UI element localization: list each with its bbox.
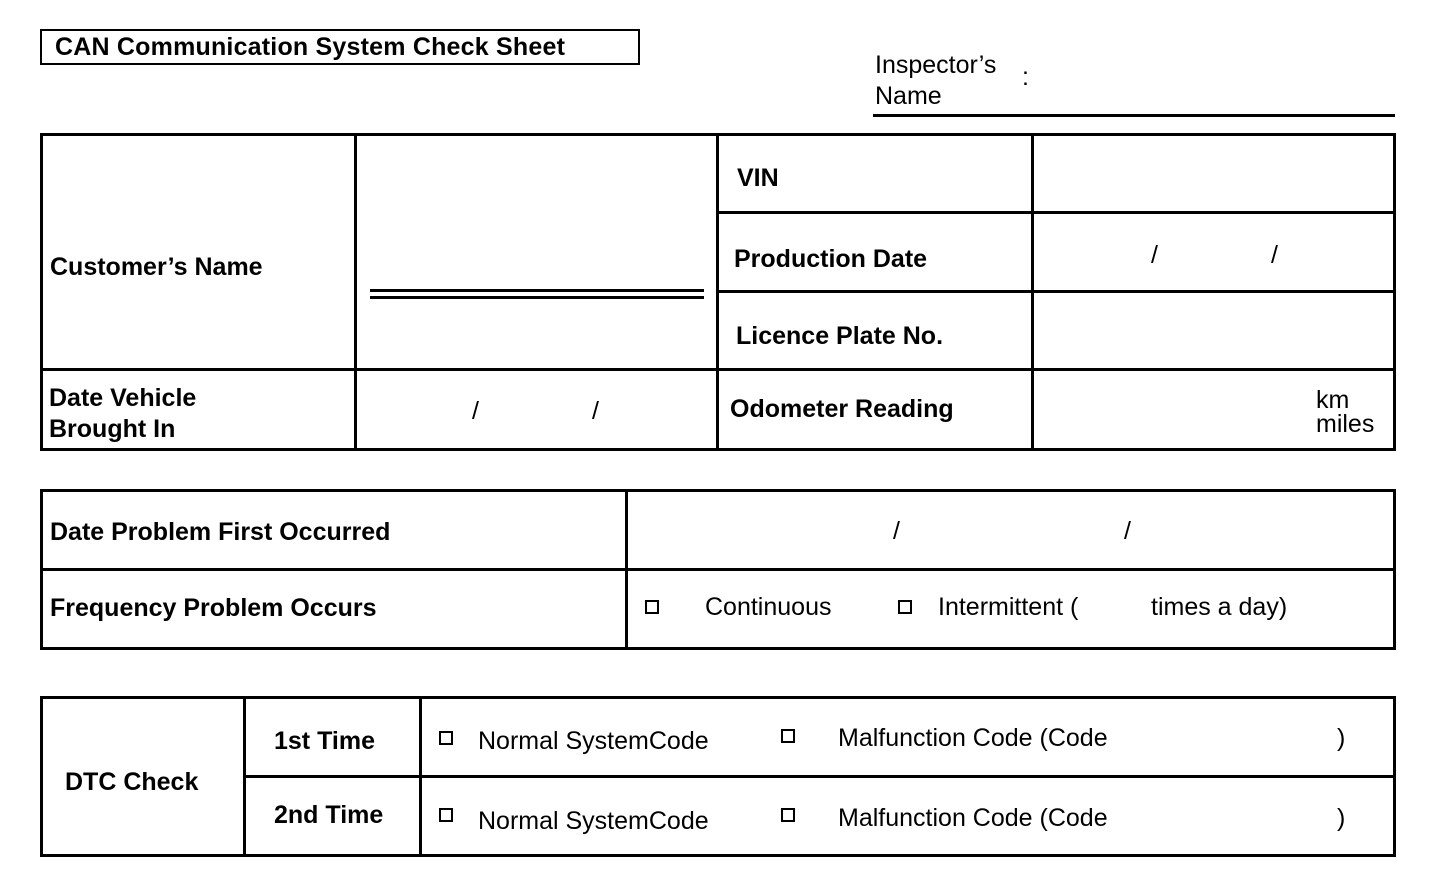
malfunction-code-label: Malfunction Code (Code — [838, 724, 1108, 752]
odometer-unit-km: km — [1316, 386, 1350, 414]
inspector-name-field[interactable] — [873, 114, 1395, 117]
divider — [40, 568, 1396, 571]
customer-name-label: Customer’s Name — [50, 253, 263, 281]
licence-plate-field[interactable] — [1036, 295, 1392, 367]
customer-name-field-line[interactable] — [370, 289, 704, 292]
dtc-check-label: DTC Check — [65, 768, 199, 796]
first-time-label: 1st Time — [274, 727, 375, 755]
inspector-label-line2: Name — [875, 82, 942, 110]
normal-code-label: Normal SystemCode — [478, 727, 709, 755]
date-first-occurred-sep: / — [1124, 517, 1131, 545]
intermittent-checkbox[interactable] — [898, 600, 912, 614]
close-paren: ) — [1337, 724, 1346, 752]
production-date-label: Production Date — [734, 245, 928, 273]
inspector-label-line1: Inspector’s — [875, 51, 997, 79]
divider — [716, 211, 1396, 214]
normal-code-label: Normal SystemCode — [478, 807, 709, 835]
odometer-units — [1316, 388, 1374, 436]
inspector-name-label — [875, 50, 996, 112]
date-first-occurred-sep: / — [893, 517, 900, 545]
date-brought-in-sep: / — [592, 397, 599, 425]
odometer-label: Odometer Reading — [730, 395, 954, 423]
continuous-checkbox[interactable] — [645, 600, 659, 614]
production-date-sep: / — [1271, 241, 1278, 269]
times-a-day-label: times a day) — [1151, 593, 1288, 621]
normal-code-checkbox-1[interactable] — [439, 731, 453, 745]
divider — [40, 368, 1396, 371]
date-brought-in-label-line1: Date Vehicle — [49, 384, 197, 412]
malfunction-code-label: Malfunction Code (Code — [838, 804, 1108, 832]
date-first-occurred-label: Date Problem First Occurred — [50, 518, 391, 546]
malfunction-code-checkbox-1[interactable] — [781, 729, 795, 743]
vin-label: VIN — [737, 164, 779, 192]
second-time-label: 2nd Time — [274, 801, 384, 829]
close-paren: ) — [1337, 804, 1346, 832]
customer-name-field-line — [370, 296, 704, 299]
malfunction-code-checkbox-2[interactable] — [781, 808, 795, 822]
normal-code-checkbox-2[interactable] — [439, 808, 453, 822]
inspector-colon: : — [1022, 63, 1029, 91]
divider — [354, 133, 357, 451]
vin-field[interactable] — [1036, 137, 1392, 210]
licence-plate-label: Licence Plate No. — [736, 322, 944, 350]
frequency-label: Frequency Problem Occurs — [50, 594, 377, 622]
divider — [716, 290, 1396, 293]
divider — [243, 775, 1396, 778]
continuous-label: Continuous — [705, 593, 832, 621]
date-brought-in-label-line2: Brought In — [49, 415, 176, 443]
production-date-sep: / — [1151, 241, 1158, 269]
page-title: CAN Communication System Check Sheet — [55, 33, 566, 61]
odometer-unit-miles: miles — [1316, 410, 1375, 438]
date-brought-in-sep: / — [472, 397, 479, 425]
intermittent-label: Intermittent ( — [938, 593, 1079, 621]
date-brought-in-label — [49, 383, 196, 445]
